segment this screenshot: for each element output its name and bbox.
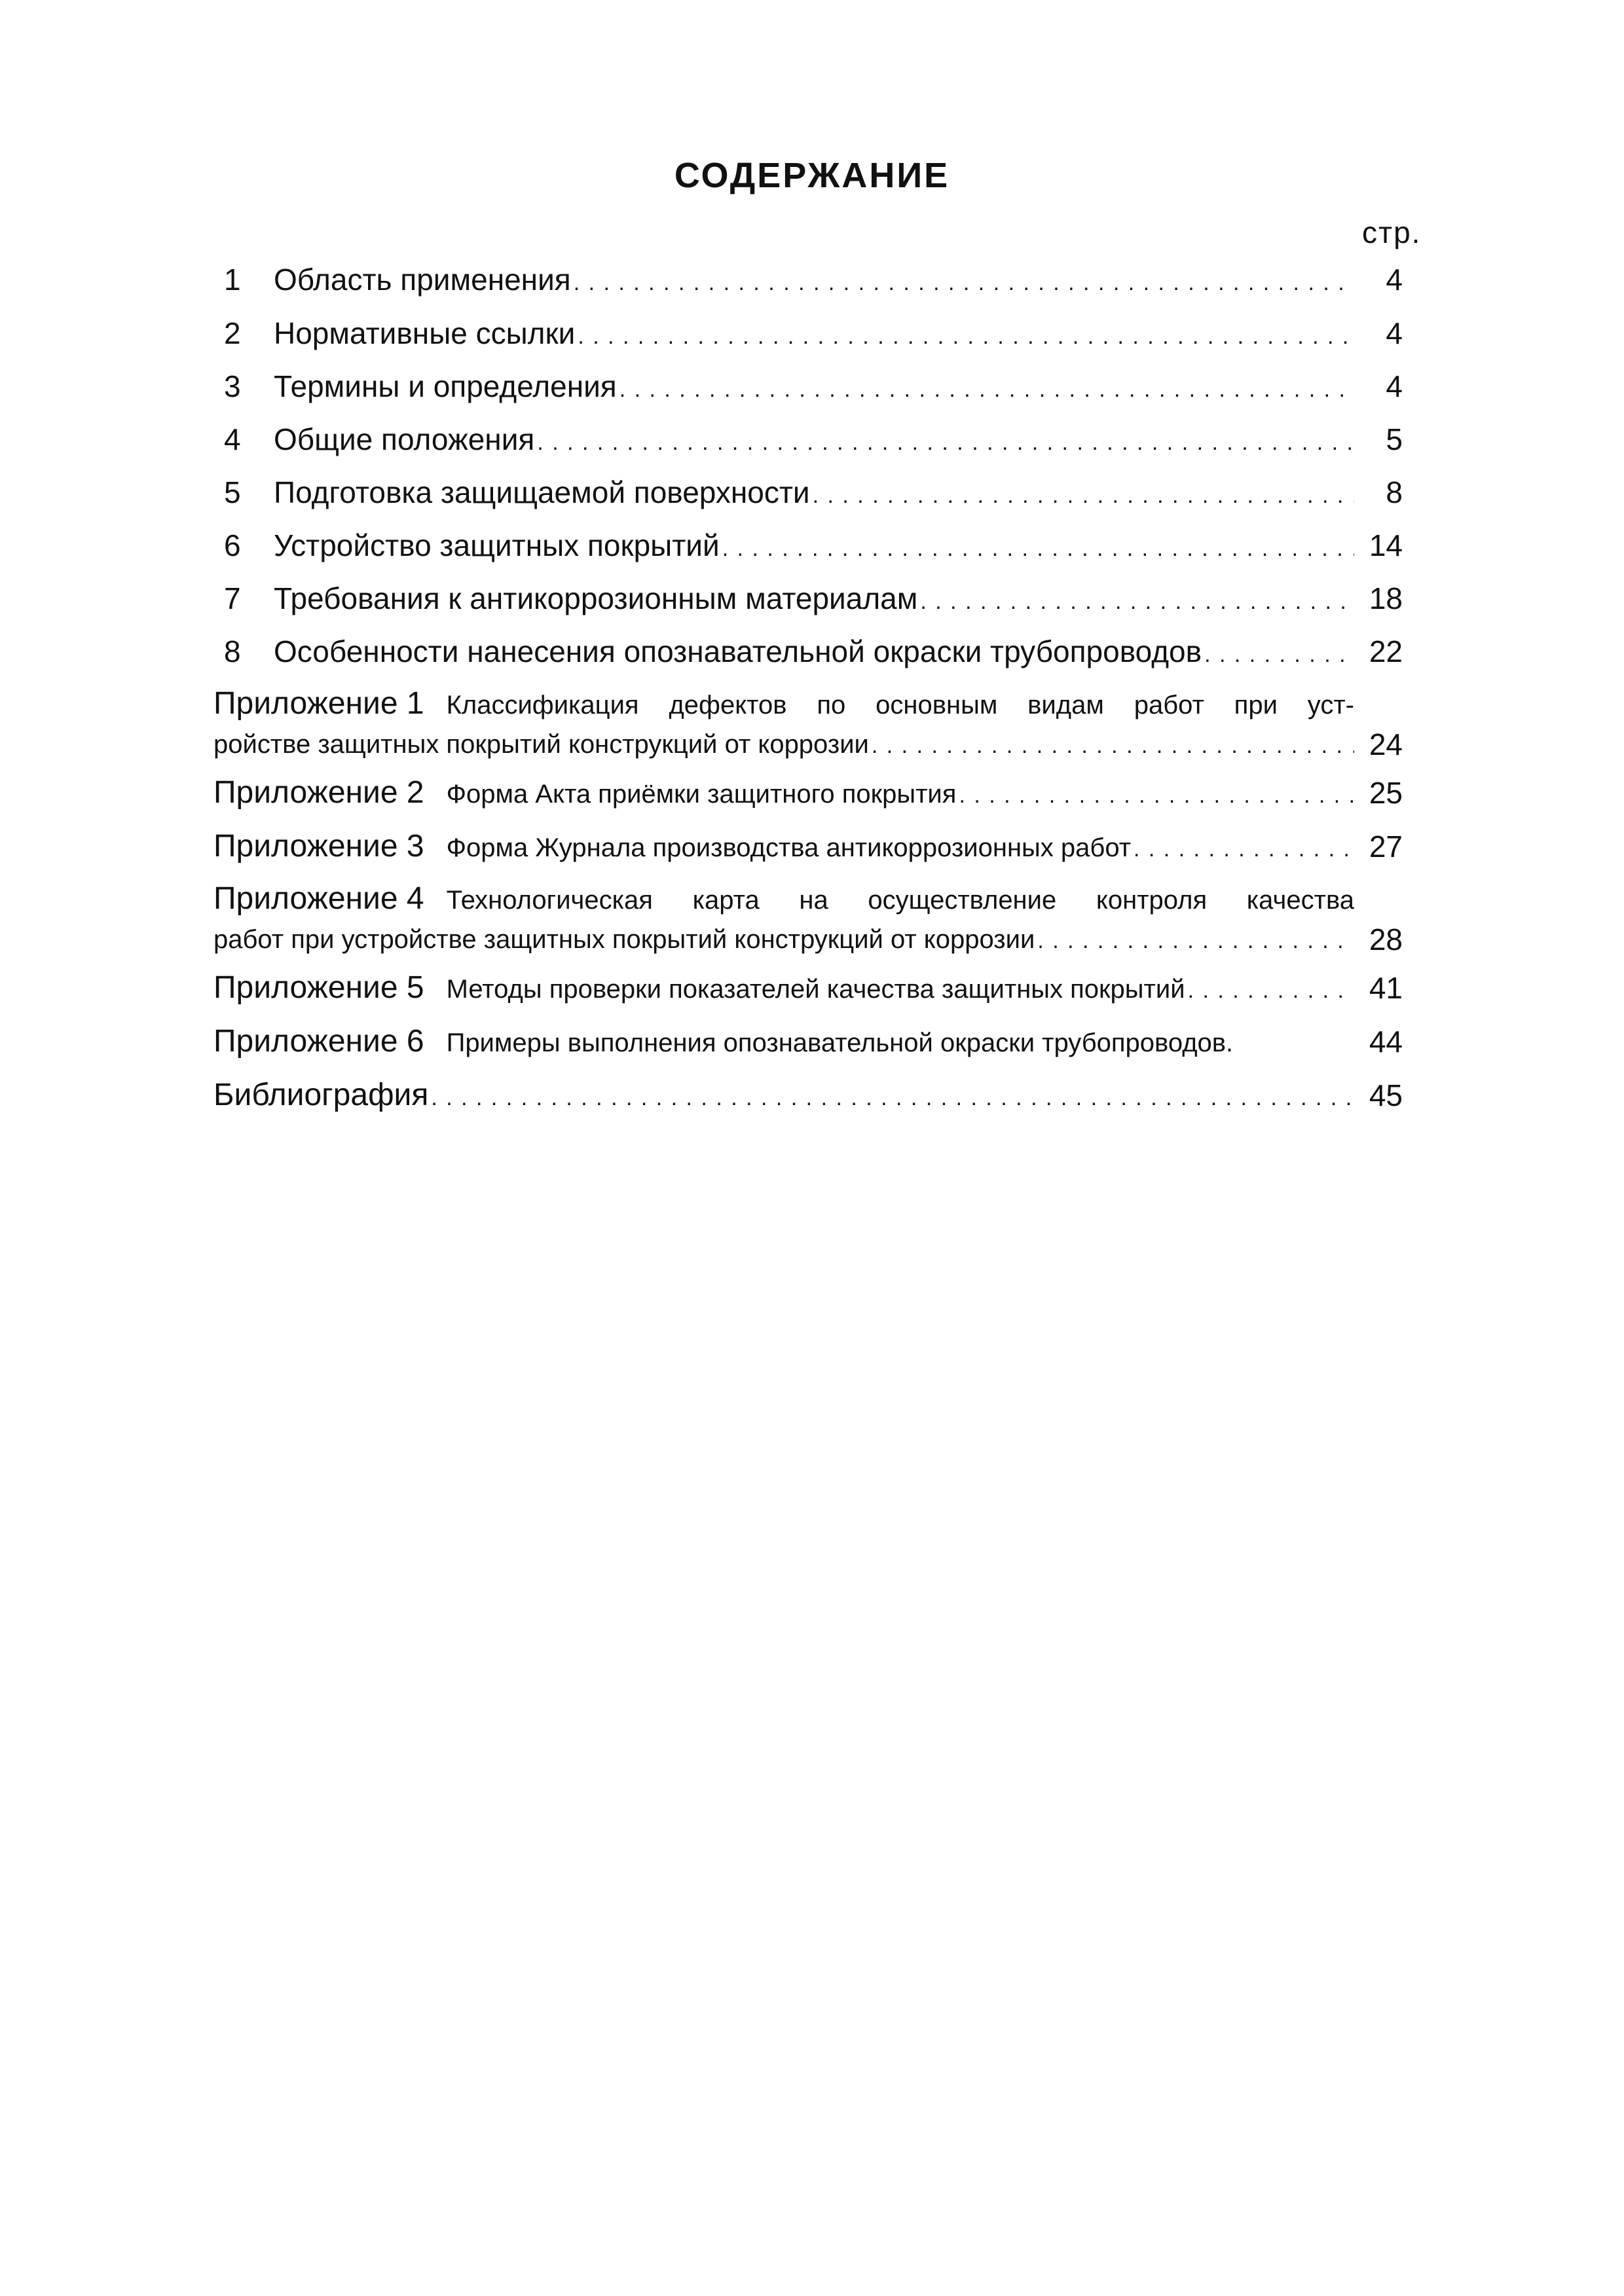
toc-entry-title: Устройство защитных покрытий [274, 528, 720, 562]
dot-leader [537, 416, 1354, 465]
toc-entry-page: 24 [1369, 727, 1403, 761]
toc-entry-page: 4 [1386, 369, 1403, 403]
dot-leader [872, 724, 1354, 766]
dot-leader [574, 257, 1354, 306]
dot-leader [619, 363, 1354, 412]
appendix-title-line1: Примеры выполнения опознавательной окраски трубопроводов. [446, 1029, 1234, 1057]
toc-entry-page: 45 [1369, 1078, 1403, 1112]
toc-entry-page: 41 [1369, 971, 1403, 1005]
toc-entry-page: 25 [1369, 776, 1403, 810]
toc-entry-page: 8 [1386, 475, 1403, 509]
appendix-title-line1: Технологическая карта на осуществление контроля качества [446, 886, 1354, 915]
toc-entry-number: 5 [224, 475, 241, 509]
toc-entry-page: 4 [1386, 316, 1403, 350]
appendix-title-line1: Форма Журнала производства антикоррозионных работ [446, 833, 1132, 862]
toc-entry-page: 14 [1369, 528, 1403, 562]
toc-entry-page: 22 [1369, 634, 1403, 668]
dot-leader [813, 469, 1354, 519]
appendix-title-line1: Форма Акта приёмки защитного покрытия [446, 780, 957, 809]
dot-leader [431, 1075, 1354, 1125]
dot-leader [578, 310, 1354, 359]
appendix-label: Приложение 1 [213, 686, 424, 721]
toc-entry-title: Особенности нанесения опознавательной окраски трубопроводов [274, 634, 1202, 668]
toc-entry-title: Требования к антикоррозионным материалам [274, 581, 918, 615]
dot-leader [1037, 919, 1354, 961]
toc-entry-number: 6 [224, 528, 241, 562]
toc-entry-number: 2 [224, 316, 241, 350]
page-column-label: стр. [1362, 215, 1422, 249]
toc-entry-page: 44 [1369, 1025, 1403, 1059]
appendix-label: Приложение 2 [213, 775, 424, 810]
appendix-label: Приложение 6 [213, 1024, 424, 1059]
toc-entry-number: 3 [224, 369, 241, 403]
toc-entry-title: Область применения [274, 263, 571, 297]
toc-entry-title: Подготовка защищаемой поверхности [274, 475, 810, 509]
toc-entry-page: 4 [1386, 263, 1403, 297]
appendix-label: Приложение 3 [213, 829, 424, 864]
toc-entry-title: Термины и определения [274, 369, 617, 403]
toc-entry-number: 4 [224, 422, 241, 456]
toc-entry-number: 8 [224, 634, 241, 668]
toc-entry-number: 7 [224, 581, 241, 615]
appendix-title-line1: Классификация дефектов по основным видам работ при уст- [446, 691, 1354, 720]
dot-leader [920, 575, 1354, 625]
appendix-label: Приложение 5 [213, 970, 424, 1005]
toc-entry-page: 28 [1369, 922, 1403, 957]
toc-entry-title: Общие положения [274, 422, 535, 456]
page-title: СОДЕРЖАНИЕ [674, 156, 950, 195]
bibliography-title: Библиография [213, 1078, 429, 1112]
toc-entry-page: 27 [1369, 829, 1403, 864]
dot-leader [722, 522, 1354, 572]
toc-entry-page: 5 [1386, 422, 1403, 456]
dot-leader [1188, 968, 1354, 1018]
toc-entry-page: 18 [1369, 581, 1403, 615]
appendix-label: Приложение 4 [213, 881, 424, 916]
toc-entry-number: 1 [224, 263, 241, 297]
appendix-title-line1: Методы проверки показателей качества защитных покрытий [446, 975, 1185, 1004]
toc-entry-title: Нормативные ссылки [274, 316, 576, 350]
dot-leader [959, 773, 1354, 823]
appendix-title-line2: ройстве защитных покрытий конструкций от коррозии [213, 730, 869, 759]
dot-leader [1134, 826, 1354, 877]
appendix-title-line2: работ при устройстве защитных покрытий конструкций от коррозии [213, 925, 1035, 954]
